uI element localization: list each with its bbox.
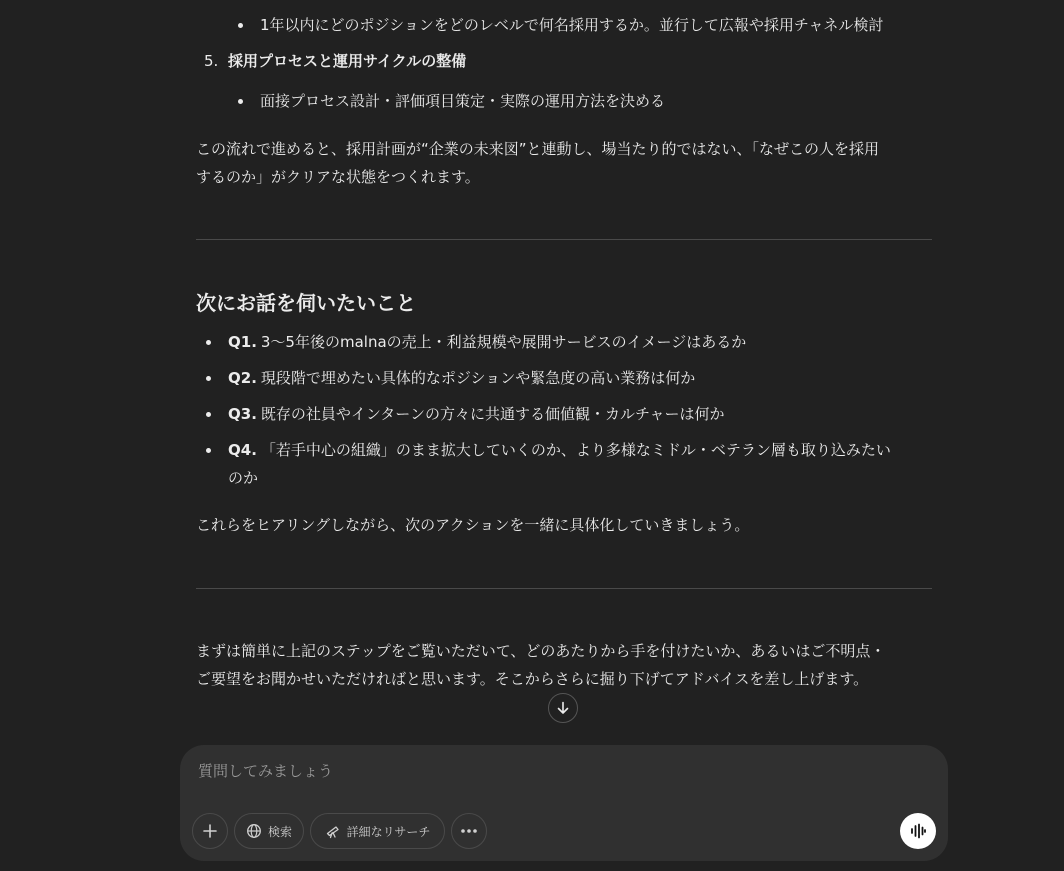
question-item-q1 [228, 328, 932, 356]
question-label: Q4. [228, 441, 257, 459]
question-text: 既存の社員やインターンの方々に共通する価値観・カルチャーは何か [260, 405, 725, 423]
action-paragraph: これらをヒアリングしながら、次のアクションを一緒に具体化していきましょう。 [196, 516, 750, 534]
summary-paragraph [196, 135, 932, 191]
divider [196, 588, 932, 589]
question-text: 「若手中心の組織」のまま拡大していくのか、より多様なミドル・ベテラン層も取り込みたい [260, 441, 891, 459]
message-composer [180, 745, 948, 861]
more-options-button[interactable] [451, 813, 487, 849]
list-item-text: 1年以内にどのポジションをどのレベルで何名採用するか。並行して広報や採用チャネル検討 [260, 16, 884, 34]
list-item [260, 87, 932, 115]
add-attachment-button[interactable] [192, 813, 228, 849]
message-input[interactable] [196, 757, 880, 785]
summary-line-1: この流れで進めると、採用計画が“企業の未来図”と連動し、場当たり的ではない、「なぜこの人を採用 [196, 140, 880, 158]
telescope-icon [325, 823, 341, 839]
closing-line-2: ご要望をお聞かせいただければと思います。そこからさらに掘り下げてアドバイスを差し上げます。 [196, 670, 869, 688]
question-item-q4 [228, 436, 932, 492]
globe-icon [246, 823, 262, 839]
question-label: Q1. [228, 333, 257, 351]
voice-mode-button[interactable] [900, 813, 936, 849]
more-dots-icon [460, 828, 478, 834]
search-button-label: 検索 [267, 824, 292, 839]
question-label: Q3. [228, 405, 257, 423]
question-text: 現段階で埋めたい具体的なポジションや緊急度の高い業務は何か [260, 369, 696, 387]
question-item-q3 [228, 400, 932, 428]
deep-research-button-label: 詳細なリサーチ [346, 824, 431, 839]
voice-waveform-icon [909, 822, 927, 840]
numbered-step-5 [204, 47, 932, 75]
list-item [260, 11, 932, 39]
scroll-to-bottom-button[interactable] [548, 693, 578, 723]
closing-line-1: まずは簡単に上記のステップをご覧いただいて、どのあたりから手を付けたいか、あるいはご不明点・ [196, 642, 886, 660]
section-heading: 次にお話を伺いたいこと [196, 291, 416, 315]
list-item-text: 面接プロセス設計・評価項目策定・実際の運用方法を決める [260, 92, 666, 110]
step-number: 5. [204, 52, 219, 70]
deep-research-button[interactable] [310, 813, 445, 849]
question-label: Q2. [228, 369, 257, 387]
arrow-down-icon [556, 701, 570, 715]
question-text-continued: のか [228, 469, 259, 487]
step-title: 採用プロセスと運用サイクルの整備 [228, 52, 467, 70]
question-item-q2 [228, 364, 932, 392]
divider [196, 239, 932, 240]
closing-paragraph [196, 637, 932, 693]
search-button[interactable] [234, 813, 304, 849]
summary-line-2: するのか」がクリアな状態をつくれます。 [196, 168, 480, 186]
plus-icon [202, 823, 218, 839]
question-text: 3〜5年後のmalnaの売上・利益規模や展開サービスのイメージはあるか [260, 333, 747, 351]
